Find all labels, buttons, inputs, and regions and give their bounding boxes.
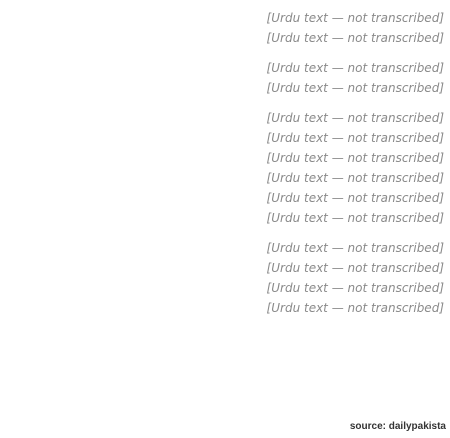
paragraph-line: [Urdu text — not transcribed] [266, 81, 444, 95]
paragraph-line: [Urdu text — not transcribed] [266, 151, 444, 165]
paragraph-line: [Urdu text — not transcribed] [266, 241, 444, 255]
paragraph-line: [Urdu text — not transcribed] [266, 61, 444, 75]
paragraph-line: [Urdu text — not transcribed] [266, 281, 444, 295]
source-credit: source: dailypakista [349, 421, 446, 432]
paragraph-line: [Urdu text — not transcribed] [266, 301, 444, 315]
paragraph-line: [Urdu text — not transcribed] [266, 171, 444, 185]
paragraph-line: [Urdu text — not transcribed] [266, 261, 444, 275]
paragraph-line: [Urdu text — not transcribed] [266, 211, 444, 225]
paragraph-line: [Urdu text — not transcribed] [266, 11, 444, 25]
paragraph-line: [Urdu text — not transcribed] [266, 111, 444, 125]
paragraph-line: [Urdu text — not transcribed] [266, 191, 444, 205]
paragraph-line: [Urdu text — not transcribed] [266, 31, 444, 45]
paragraph [4, 8, 444, 48]
paragraph [4, 238, 444, 318]
paragraph-line: [Urdu text — not transcribed] [266, 131, 444, 145]
paragraph [4, 108, 444, 228]
paragraph [4, 58, 444, 98]
